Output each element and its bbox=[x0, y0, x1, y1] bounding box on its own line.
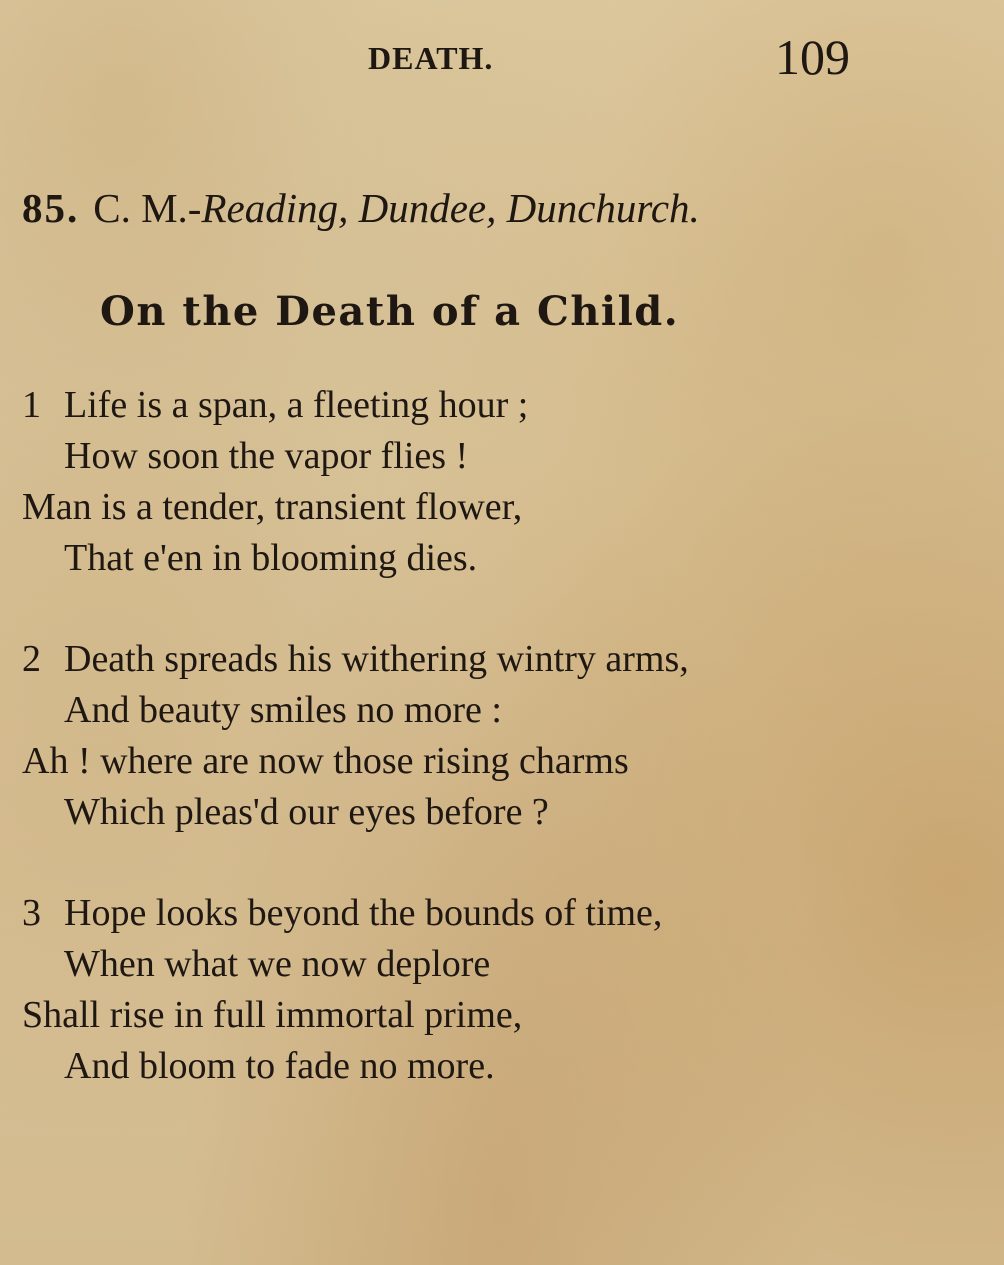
verse-text: Life is a span, a fleeting hour ; bbox=[64, 384, 529, 426]
stanza-line: When what we now deplore bbox=[64, 943, 491, 985]
hymn-number: 85. bbox=[22, 185, 80, 231]
verse-number: 3 bbox=[22, 892, 41, 934]
verse-text: Death spreads his withering wintry arms, bbox=[64, 638, 689, 680]
stanza bbox=[22, 888, 662, 1092]
page-number: 109 bbox=[775, 29, 850, 85]
stanza-line: That e'en in blooming dies. bbox=[64, 537, 478, 579]
stanza-line: How soon the vapor flies ! bbox=[64, 435, 469, 477]
hymn-tunes: Reading, Dundee, Dunchurch. bbox=[201, 185, 700, 231]
stanza-line: And beauty smiles no more : bbox=[64, 689, 502, 731]
stanza-line: And bloom to fade no more. bbox=[64, 1045, 495, 1087]
running-head: DEATH. bbox=[368, 40, 494, 76]
stanza bbox=[22, 634, 689, 838]
verse-text: Hope looks beyond the bounds of time, bbox=[64, 892, 663, 934]
stanza-line bbox=[22, 380, 528, 431]
stanza-line: Which pleas'd our eyes before ? bbox=[64, 791, 549, 833]
stanza-line: Man is a tender, transient flower, bbox=[22, 486, 523, 528]
stanza-line: Ah ! where are now those rising charms bbox=[22, 740, 629, 782]
verse-number: 1 bbox=[22, 384, 41, 426]
stanza bbox=[22, 380, 528, 584]
hymn-title: On the Death of a Child. bbox=[100, 288, 680, 335]
hymn-heading bbox=[22, 184, 700, 232]
verse-number: 2 bbox=[22, 638, 41, 680]
stanza-line: Shall rise in full immortal prime, bbox=[22, 994, 523, 1036]
stanza-line bbox=[22, 888, 662, 939]
stanza-line bbox=[22, 634, 689, 685]
hymn-meter: C. M.- bbox=[93, 185, 202, 231]
